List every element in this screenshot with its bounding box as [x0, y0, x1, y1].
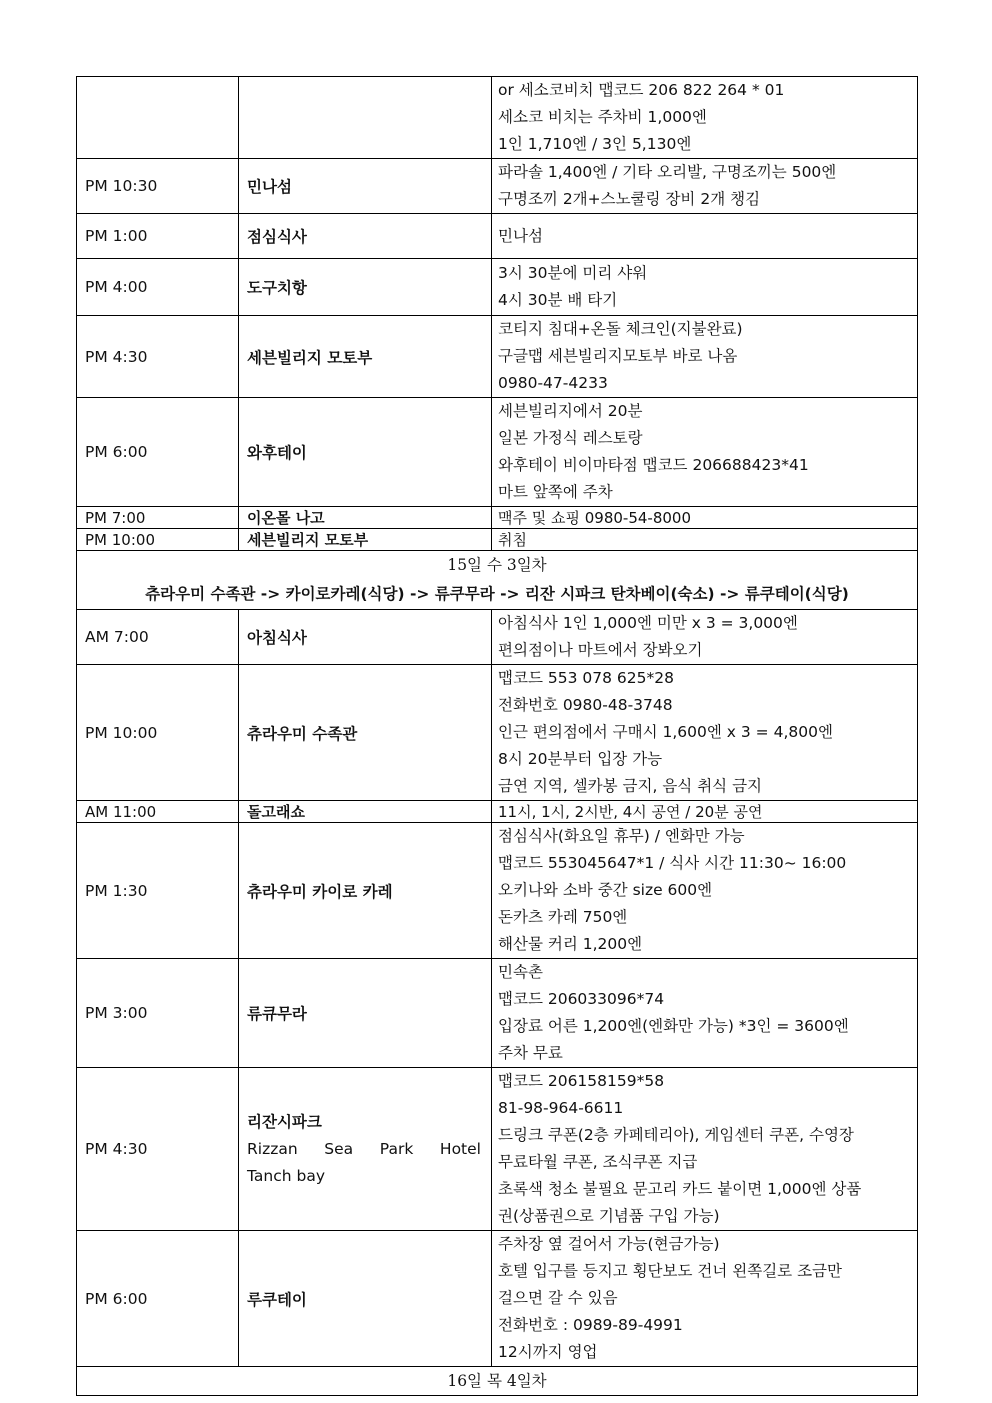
note-line: 호텔 입구를 등지고 횡단보도 건너 왼쪽길로 조금만 — [498, 1262, 842, 1280]
notes-cell — [492, 259, 918, 316]
time-cell: AM 7:00 — [77, 610, 239, 665]
note-line: 아침식사 1인 1,000엔 미만 x 3 = 3,000엔 — [498, 614, 798, 632]
note-line: 구명조끼 2개+스노쿨링 장비 2개 챙김 — [498, 190, 761, 208]
day-route: 츄라우미 수족관 -> 카이로카레(식당) -> 류쿠무라 -> 리잔 시파크 탄차베이(숙소) -> 류쿠테이(식당) — [77, 579, 918, 610]
time-cell: PM 10:30 — [77, 159, 239, 214]
time-cell — [77, 77, 239, 159]
place-english-word: Sea — [324, 1139, 354, 1158]
note-line: 구글맵 세븐빌리지모토부 바로 나옴 — [498, 347, 738, 365]
note-line: 맵코드 553 078 625*28 — [498, 669, 674, 687]
place-english-name — [247, 1136, 481, 1163]
note-line: 걸으면 갈 수 있음 — [498, 1289, 618, 1307]
note-line: 인근 편의점에서 구매시 1,600엔 x 3 = 4,800엔 — [498, 723, 833, 741]
place-cell: 와후테이 — [239, 398, 492, 507]
day-heading: 15일 수 3일차 — [77, 551, 918, 580]
time-cell: PM 4:00 — [77, 259, 239, 316]
time-cell: PM 6:00 — [77, 398, 239, 507]
note-line: 0980-47-4233 — [498, 374, 608, 392]
note-line: 1인 1,710엔 / 3인 5,130엔 — [498, 135, 692, 153]
place-cell: 민나섬 — [239, 159, 492, 214]
place-cell: 츄라우미 카이로 카레 — [239, 823, 492, 959]
table-row — [77, 507, 918, 529]
note-line: 오키나와 소바 중간 size 600엔 — [498, 881, 713, 899]
notes-cell — [492, 959, 918, 1068]
time-cell: PM 1:00 — [77, 214, 239, 259]
note-line: 일본 가정식 레스토랑 — [498, 429, 643, 447]
place-cell — [239, 77, 492, 159]
notes-cell — [492, 1231, 918, 1367]
table-row — [77, 159, 918, 214]
day-heading: 16일 목 4일차 — [77, 1367, 918, 1396]
place-cell: 도구치항 — [239, 259, 492, 316]
note-line: 주차장 옆 걸어서 가능(현금가능) — [498, 1235, 720, 1253]
note-line: 4시 30분 배 타기 — [498, 291, 618, 309]
note-line: 금연 지역, 셀카봉 금지, 음식 취식 금지 — [498, 777, 763, 795]
notes-cell — [492, 214, 918, 259]
place-cell: 이온몰 나고 — [239, 507, 492, 529]
table-row — [77, 801, 918, 823]
note-line: 맵코드 206033096*74 — [498, 990, 665, 1008]
note-line: 세소코 비치는 주차비 1,000엔 — [498, 108, 707, 126]
time-cell: PM 4:30 — [77, 1068, 239, 1231]
place-cell: 아침식사 — [239, 610, 492, 665]
note-line: 점심식사(화요일 휴무) / 엔화만 가능 — [498, 827, 745, 845]
notes-cell — [492, 1068, 918, 1231]
table-row — [77, 77, 918, 159]
place-english-name-2: Tanch bay — [247, 1166, 326, 1185]
place-english-word: Park — [379, 1139, 414, 1158]
table-row — [77, 1068, 918, 1231]
time-cell: PM 10:00 — [77, 665, 239, 801]
note-line: 무료타월 쿠폰, 조식쿠폰 지급 — [498, 1153, 698, 1171]
place-cell: 세븐빌리지 모토부 — [239, 529, 492, 551]
table-row — [77, 529, 918, 551]
table-row — [77, 823, 918, 959]
note-line: or 세소코비치 맵코드 206 822 264 * 01 — [498, 81, 785, 99]
note-line: 민속촌 — [498, 963, 543, 981]
note-line: 와후테이 비이마타점 맵코드 206688423*41 — [498, 456, 809, 474]
table-row — [77, 259, 918, 316]
notes-cell — [492, 665, 918, 801]
note-line: 12시까지 영업 — [498, 1343, 598, 1361]
notes-cell — [492, 823, 918, 959]
note-line: 편의점이나 마트에서 장봐오기 — [498, 641, 703, 659]
notes-cell — [492, 801, 918, 823]
note-line: 세븐빌리지에서 20분 — [498, 402, 643, 420]
note-line: 돈카츠 카레 750엔 — [498, 908, 628, 926]
time-cell: AM 11:00 — [77, 801, 239, 823]
place-cell: 돌고래쇼 — [239, 801, 492, 823]
place-english-word: Rizzan — [247, 1139, 298, 1158]
time-cell: PM 7:00 — [77, 507, 239, 529]
notes-cell — [492, 507, 918, 529]
note-line: 맥주 및 쇼핑 0980-54-8000 — [498, 508, 692, 527]
note-line: 드링크 쿠폰(2층 카페테리아), 게임센터 쿠폰, 수영장 — [498, 1126, 854, 1144]
place-cell: 루쿠테이 — [239, 1231, 492, 1367]
note-line: 취침 — [498, 530, 527, 549]
table-row — [77, 398, 918, 507]
place-cell — [239, 1068, 492, 1231]
note-line: 권(상품권으로 기념품 구입 가능) — [498, 1207, 720, 1225]
note-line: 전화번호 0980-48-3748 — [498, 696, 673, 714]
route-row — [77, 579, 918, 610]
place-cell: 류큐무라 — [239, 959, 492, 1068]
note-line: 민나섬 — [498, 226, 543, 245]
time-cell: PM 10:00 — [77, 529, 239, 551]
place-name: 리잔시파크 — [247, 1112, 322, 1131]
place-cell: 점심식사 — [239, 214, 492, 259]
note-line: 맵코드 206158159*58 — [498, 1072, 665, 1090]
day-heading-row — [77, 1367, 918, 1396]
note-line: 초록색 청소 불필요 문고리 카드 붙이면 1,000엔 상품 — [498, 1180, 862, 1198]
time-cell: PM 4:30 — [77, 316, 239, 398]
note-line: 해산물 커리 1,200엔 — [498, 935, 643, 953]
time-cell: PM 1:30 — [77, 823, 239, 959]
time-cell: PM 6:00 — [77, 1231, 239, 1367]
notes-cell — [492, 610, 918, 665]
note-line: 8시 20분부터 입장 가능 — [498, 750, 663, 768]
note-line: 3시 30분에 미리 샤워 — [498, 264, 648, 282]
time-cell: PM 3:00 — [77, 959, 239, 1068]
table-row — [77, 610, 918, 665]
note-line: 11시, 1시, 2시반, 4시 공연 / 20분 공연 — [498, 802, 763, 821]
table-row — [77, 1231, 918, 1367]
table-row — [77, 959, 918, 1068]
notes-cell — [492, 398, 918, 507]
itinerary-table — [76, 76, 918, 1396]
day-heading-row — [77, 551, 918, 580]
place-cell: 세븐빌리지 모토부 — [239, 316, 492, 398]
note-line: 주차 무료 — [498, 1044, 563, 1062]
note-line: 입장료 어른 1,200엔(엔화만 가능) *3인 = 3600엔 — [498, 1017, 849, 1035]
notes-cell — [492, 316, 918, 398]
notes-cell — [492, 529, 918, 551]
note-line: 파라솔 1,400엔 / 기타 오리발, 구명조끼는 500엔 — [498, 163, 837, 181]
note-line: 81-98-964-6611 — [498, 1099, 624, 1117]
place-cell: 츄라우미 수족관 — [239, 665, 492, 801]
place-english-word: Hotel — [439, 1139, 481, 1158]
note-line: 마트 앞쪽에 주차 — [498, 483, 613, 501]
note-line: 코티지 침대+온돌 체크인(지불완료) — [498, 320, 743, 338]
notes-cell — [492, 77, 918, 159]
note-line: 전화번호 : 0989-89-4991 — [498, 1316, 683, 1334]
table-row — [77, 214, 918, 259]
table-row — [77, 665, 918, 801]
table-row — [77, 316, 918, 398]
notes-cell — [492, 159, 918, 214]
note-line: 맵코드 553045647*1 / 식사 시간 11:30~ 16:00 — [498, 854, 847, 872]
